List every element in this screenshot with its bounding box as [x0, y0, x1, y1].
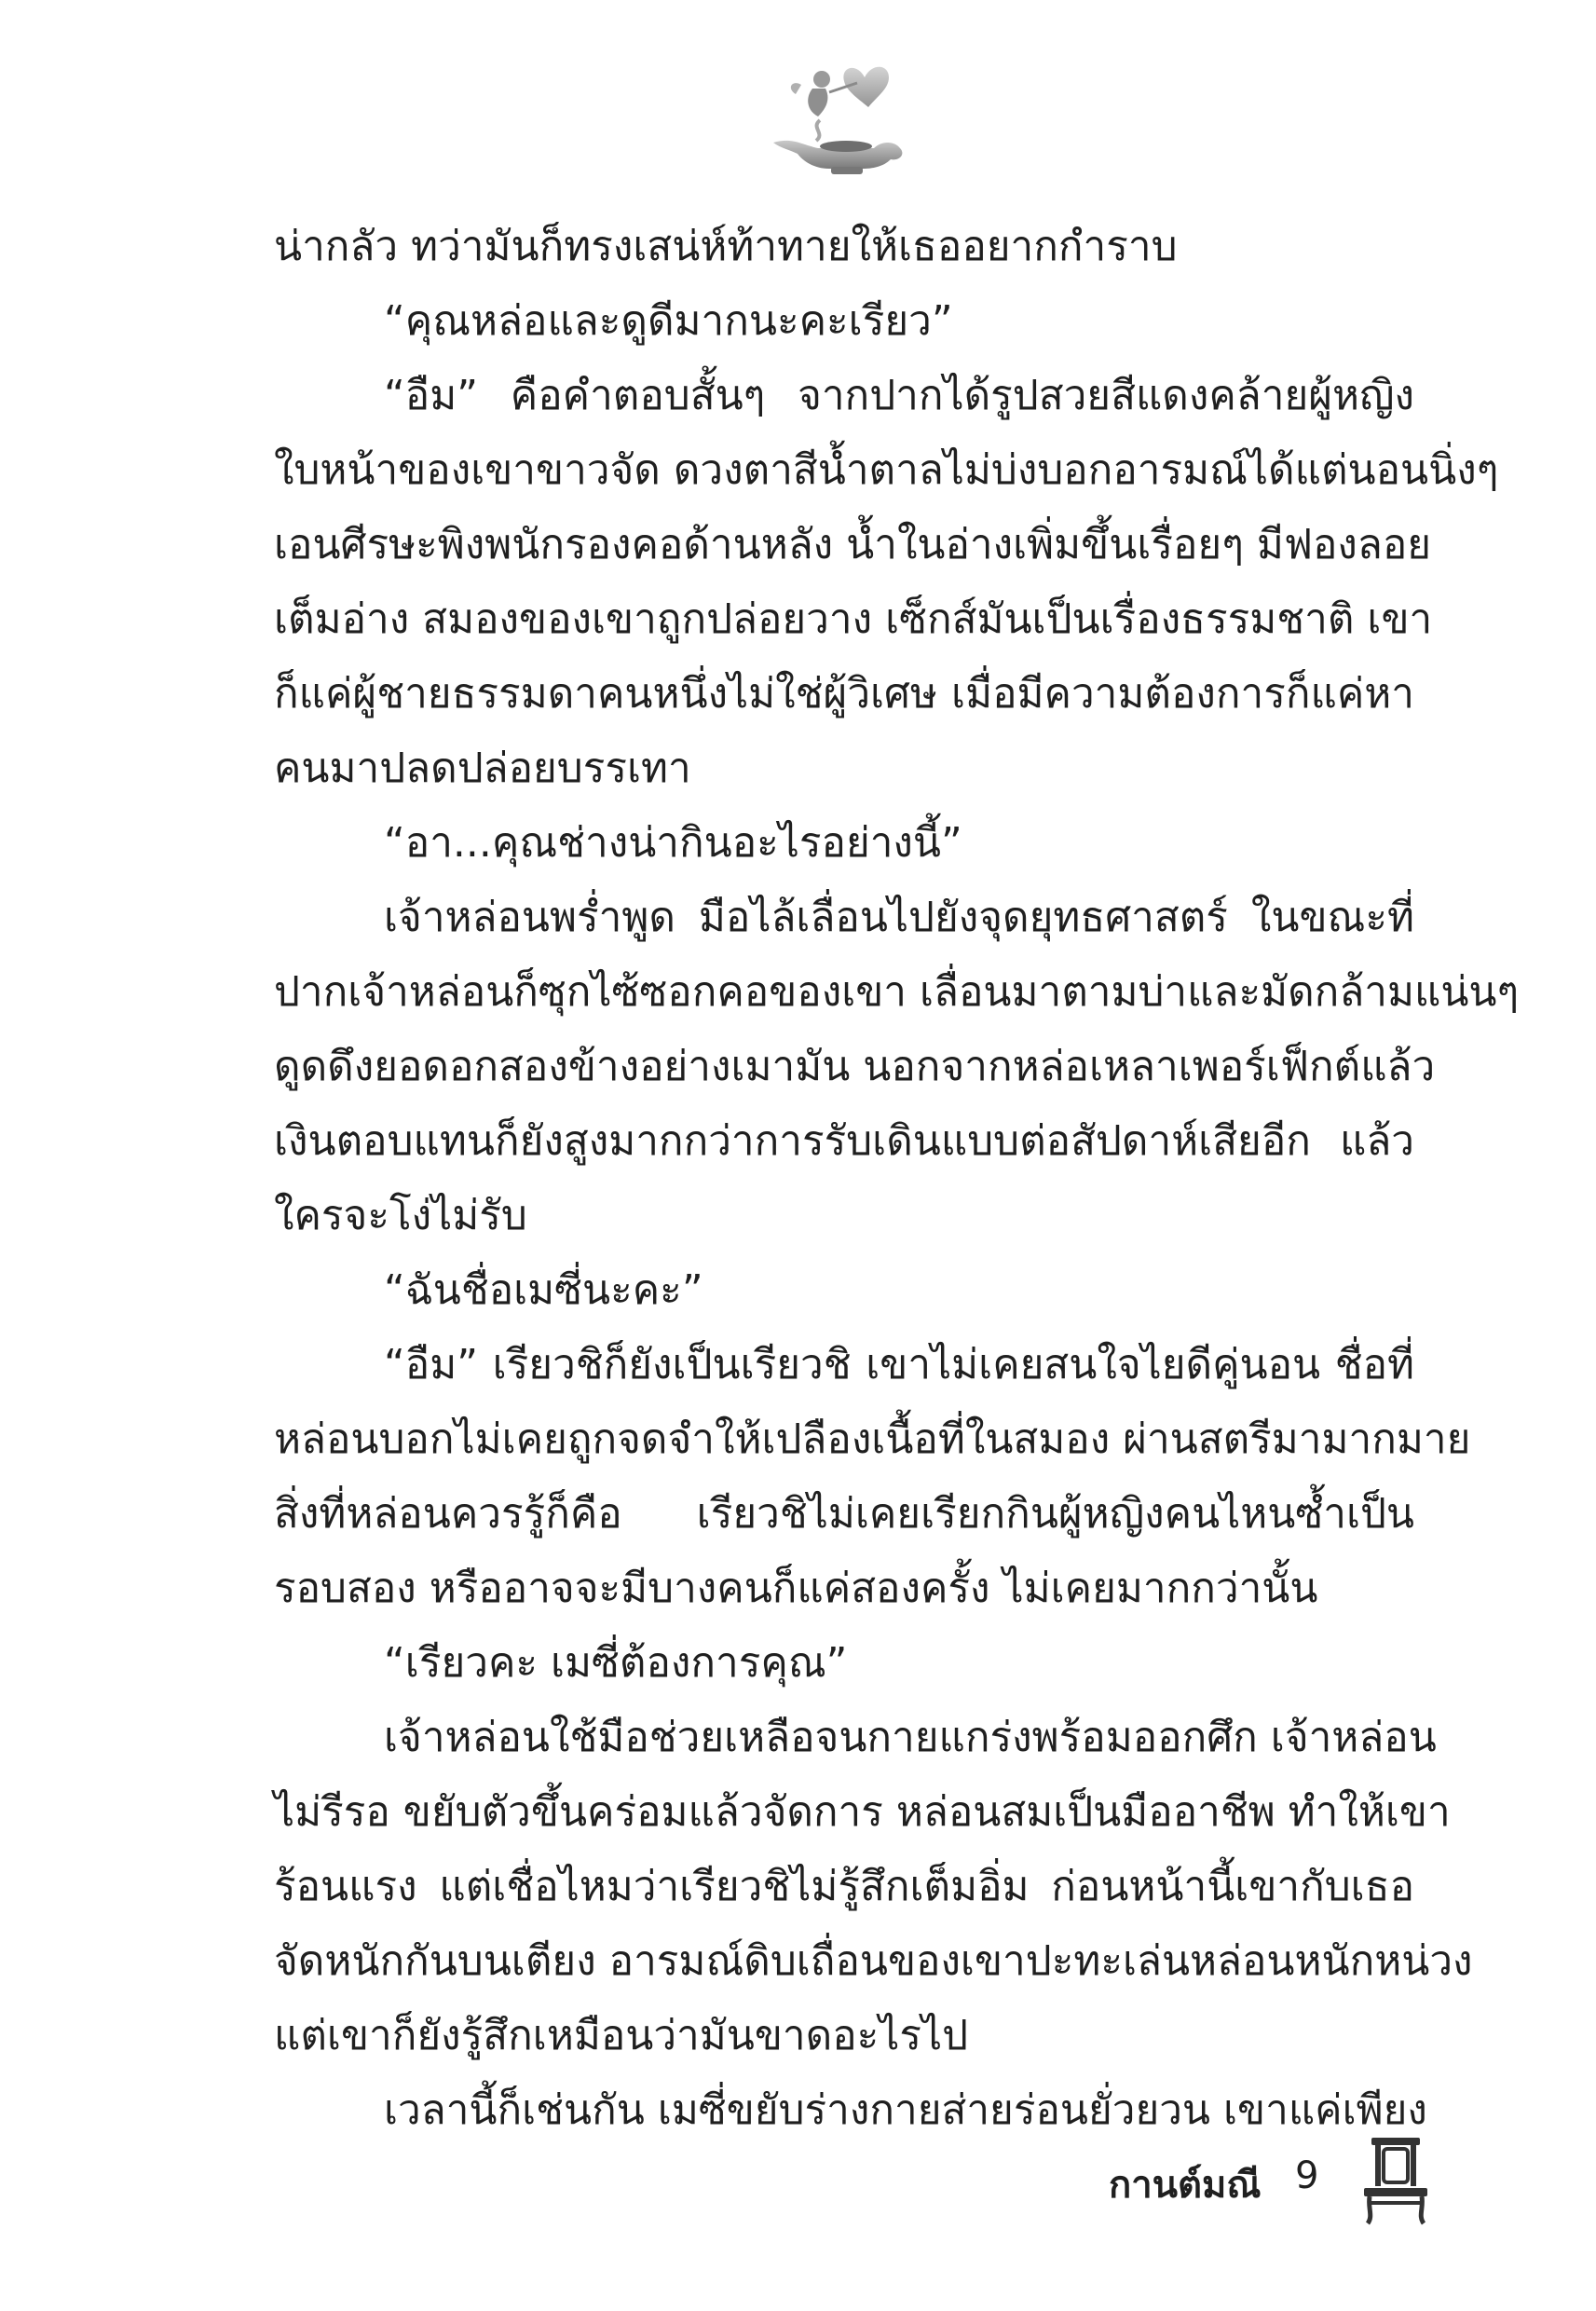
- text-line: น่ากลัว ทว่ามันก็ทรงเสน่ห์ท้าทายให้เธออยากกำราบ: [274, 223, 1178, 270]
- text-line: เอนศีรษะพิงพนักรองคอด้านหลัง น้ำในอ่างเพิ่มขึ้นเรื่อยๆ มีฟองลอย: [274, 521, 1432, 568]
- genie-lamp-emblem-icon: [764, 51, 913, 177]
- text-line: สิ่งที่หล่อนควรรู้ก็คือ เรียวชิไม่เคยเรียกกินผู้หญิงคนไหนซ้ำเป็น: [274, 1490, 1414, 1538]
- dialogue-line: “คุณหล่อและดูดีมากนะคะเรียว”: [384, 297, 953, 345]
- text-line: ร้อนแรง แต่เชื่อไหมว่าเรียวชิไม่รู้สึกเต็มอิ่ม ก่อนหน้านี้เขากับเธอ: [274, 1863, 1414, 1910]
- text-line: จัดหนักกันบนเตียง อารมณ์ดิบเถื่อนของเขาปะทะเล่นหล่อนหนักหน่วง: [274, 1937, 1473, 1985]
- text-line: ไม่รีรอ ขยับตัวขึ้นคร่อมแล้วจัดการ หล่อนสมเป็นมืออาชีพ ทำให้เขา: [274, 1788, 1451, 1836]
- text-line: แต่เขาก็ยังรู้สึกเหมือนว่ามันขาดอะไรไป: [274, 2012, 969, 2059]
- paragraph-start: เจ้าหล่อนใช้มือช่วยเหลือจนกายแกร่งพร้อมออกศึก เจ้าหล่อน: [384, 1714, 1437, 1761]
- paragraph-start: “อืม” คือคำตอบสั้นๆ จากปากได้รูปสวยสีแดงคล้ายผู้หญิง: [384, 372, 1414, 419]
- text-line: เต็มอ่าง สมองของเขาถูกปล่อยวาง เซ็กส์มันเป็นเรื่องธรรมชาติ เขา: [274, 595, 1433, 643]
- text-line: รอบสอง หรืออาจจะมีบางคนก็แค่สองครั้ง ไม่เคยมากกว่านั้น: [274, 1565, 1318, 1612]
- dialogue-line: “ฉันชื่อเมซี่นะคะ”: [384, 1266, 703, 1314]
- page-number: 9: [1295, 2154, 1319, 2197]
- text-line: เงินตอบแทนก็ยังสูงมากกว่าการรับเดินแบบต่อสัปดาห์เสียอีก แล้ว: [274, 1117, 1414, 1165]
- page-footer: [1109, 2134, 1537, 2218]
- text-line: หล่อนบอกไม่เคยถูกจดจำให้เปลืองเนื้อที่ในสมอง ผ่านสตรีมามากมาย: [274, 1415, 1471, 1463]
- text-line: ใครจะโง่ไม่รับ: [274, 1192, 527, 1239]
- text-line: ใบหน้าของเขาขาวจัด ดวงตาสีน้ำตาลไม่บ่งบอกอารมณ์ได้แต่นอนนิ่งๆ: [274, 446, 1499, 494]
- text-line: คนมาปลดปล่อยบรรเทา: [274, 745, 691, 792]
- paragraph-start: เจ้าหล่อนพร่ำพูด มือไล้เลื่อนไปยังจุดยุทธศาสตร์ ในขณะที่: [384, 894, 1414, 941]
- ornate-chair-icon: [1358, 2134, 1433, 2227]
- text-line: ปากเจ้าหล่อนก็ซุกไซ้ซอกคอของเขา เลื่อนมาตามบ่าและมัดกล้ามแน่นๆ: [274, 968, 1520, 1016]
- dialogue-line: “อา...คุณช่างน่ากินอะไรอย่างนี้”: [384, 819, 962, 867]
- text-line: ดูดดึงยอดอกสองข้างอย่างเมามัน นอกจากหล่อเหลาเพอร์เฟ็กต์แล้ว: [274, 1043, 1436, 1090]
- paragraph-start: เวลานี้ก็เช่นกัน เมซี่ขยับร่างกายส่ายร่อนยั่วยวน เขาแค่เพียง: [384, 2086, 1427, 2134]
- dialogue-line: “เรียวคะ เมซี่ต้องการคุณ”: [384, 1639, 848, 1687]
- running-footer-title: กานต์มณี: [1109, 2164, 1262, 2207]
- text-line: ก็แค่ผู้ชายธรรมดาคนหนึ่งไม่ใช่ผู้วิเศษ เมื่อมีความต้องการก็แค่หา: [274, 670, 1414, 718]
- paragraph-start: “อืม” เรียวชิก็ยังเป็นเรียวชิ เขาไม่เคยสนใจไยดีคู่นอน ชื่อที่: [384, 1341, 1414, 1388]
- body-text: [274, 210, 1520, 2148]
